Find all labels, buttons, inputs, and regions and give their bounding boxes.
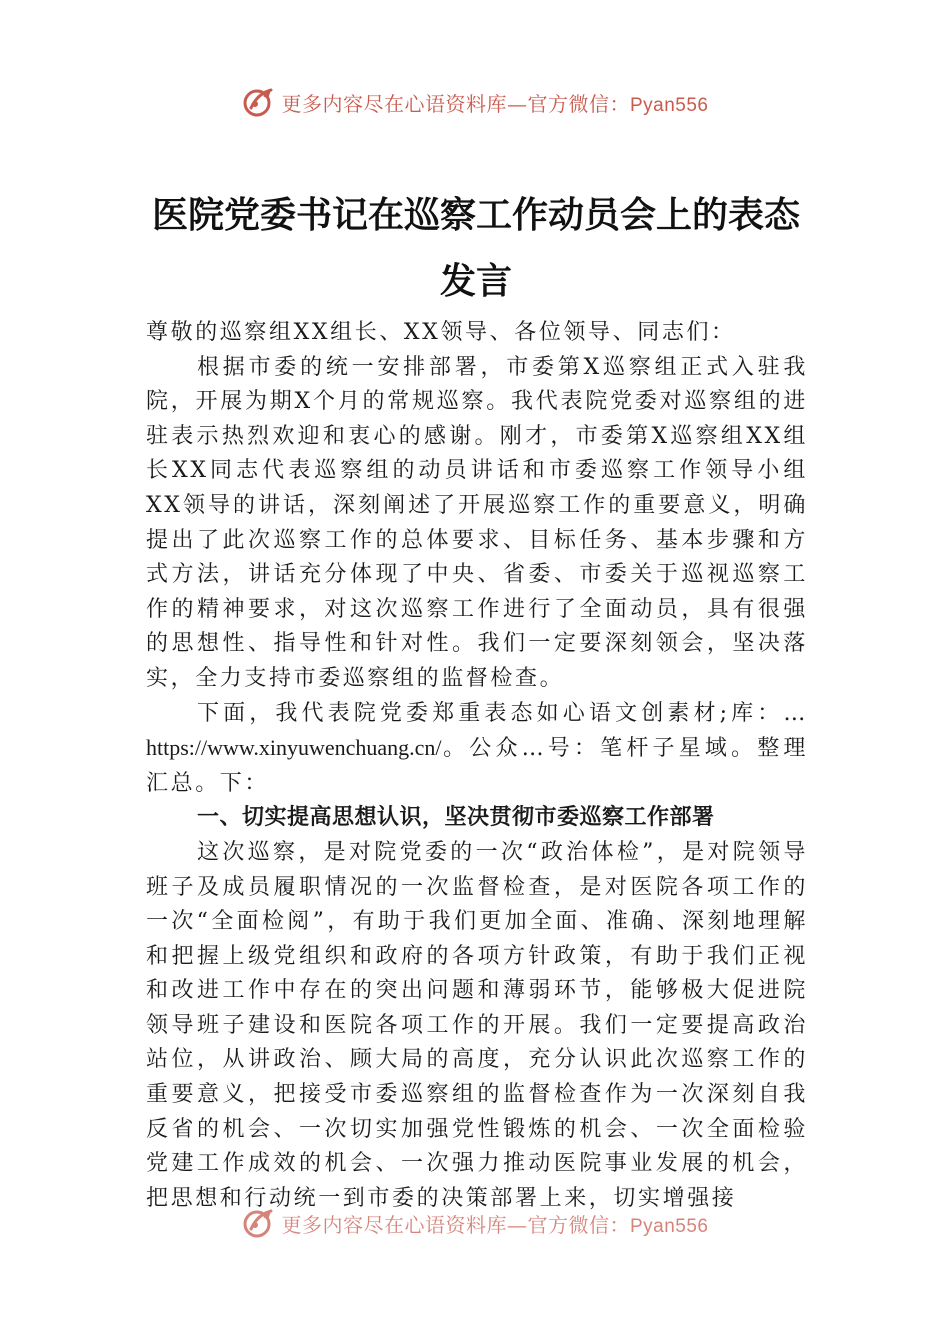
document-body [146,316,808,1216]
document-title [146,182,806,314]
watermark-header [0,82,950,122]
title-line-1: 医院党委书记在巡察工作动员会上的表态 [151,194,800,236]
watermark-cn: 更多内容尽在心语资料库—官方微信： [281,1212,630,1237]
salutation: 尊敬的巡察组XX组长、XX领导、各位领导、同志们： [146,320,736,345]
watermark-logo-icon [241,1205,277,1241]
title-line-2: 发言 [439,260,512,302]
paragraph-intro: 根据市委的统一安排部署，市委第X巡察组正式入驻我院，开展为期X个月的常规巡察。我代表院党委对巡察组的进驻表示热烈欢迎和衷心的感谢。刚才，市委第X巡察组XX组长XX同志代表巡察组的动员讲话和市委巡察工作领导小组XX领导的讲话，深刻阐述了开展巡察工作的重要意义，明确提出了此次巡察工作的总体要求、目标任务、基本步骤和方式方法，讲话充分体现了中央、省委、市委关于巡视巡察工作的精神要求，对这次巡察工作进行了全面动员，具有很强的思想性、指导性和针对性。我们一定要深刻领会，坚决落实，全力支持市委巡察组的监督检查。 [146,354,808,691]
watermark-cn: 更多内容尽在心语资料库—官方微信： [281,91,630,116]
watermark-text [281,1209,708,1238]
paragraph-statement-tail: 。公众…号：笔杆子星域。整理汇总。下： [146,736,808,796]
paragraph-statement [146,697,808,802]
source-url-link[interactable]: https://www.xinyuwenchuang.cn/ [146,735,442,761]
section-heading-1: 一、切实提高思想认识，坚决贯彻市委巡察工作部署 [197,805,715,831]
watermark-footer [0,1203,950,1243]
watermark-wechat-id: Pyan556 [629,1215,709,1237]
watermark-text [281,88,708,117]
paragraph-statement-text: 下面，我代表院党委郑重表态如心语文创素材;库：… [197,700,808,726]
watermark-logo-icon [241,84,277,120]
watermark-wechat-id: Pyan556 [629,94,709,116]
paragraph-section-1: 这次巡察，是对院党委的一次“政治体检”，是对院领导班子及成员履职情况的一次监督检查，是对医院各项工作的一次“全面检阅”，有助于我们更加全面、准确、深刻地理解和把握上级党组织和政府的各项方针政策，有助于我们正视和改进工作中存在的突出问题和薄弱环节，能够极大促进院领导班子建设和医院各项工作的开展。我们一定要提高政治站位，从讲政治、顾大局的高度，充分认识此次巡察工作的重要意义，把接受市委巡察组的监督检查作为一次深刻自我反省的机会、一次切实加强党性锻炼的机会、一次全面检验党建工作成效的机会、一次强力推动医院事业发展的机会，把思想和行动统一到市委的决策部署上来，切实增强接 [146,839,808,1211]
